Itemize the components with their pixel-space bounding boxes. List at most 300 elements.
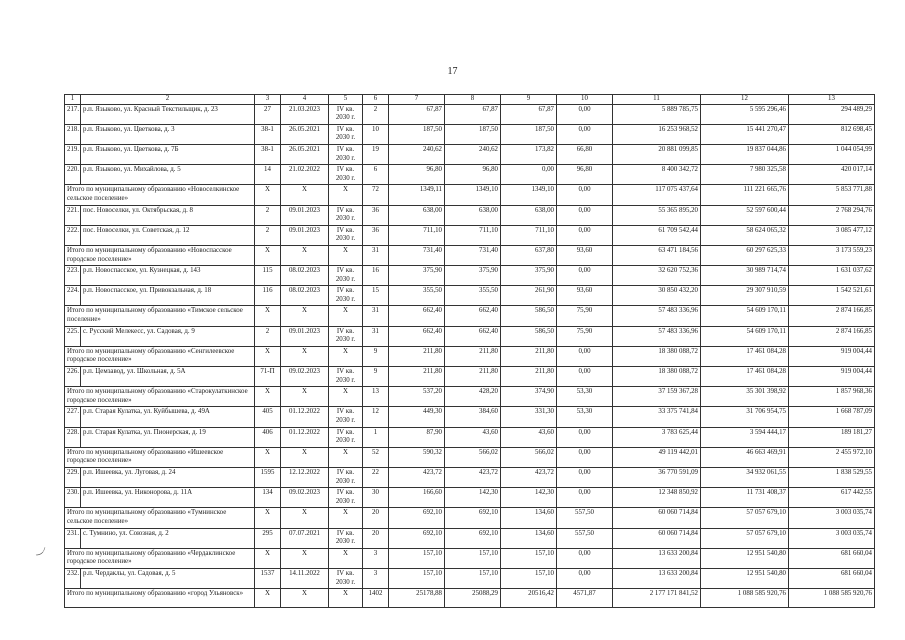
area-resettle-cell: 96,80 xyxy=(445,165,501,185)
cost-fund-cell: 57 057 679,10 xyxy=(701,508,789,528)
cost-total-cell: 18 380 088,72 xyxy=(613,346,701,366)
deadline-cell: IV кв. 2030 г. xyxy=(329,326,363,346)
cost-fund-cell: 12 951 540,80 xyxy=(701,568,789,588)
table-row xyxy=(65,104,875,124)
area-resettle-cell: 240,62 xyxy=(445,144,501,164)
residents-cell: 1 xyxy=(363,427,389,447)
area-private-cell: 157,10 xyxy=(501,548,557,568)
cost-total-cell: 117 075 437,64 xyxy=(613,185,701,205)
cost-budget-cell: 1 631 037,62 xyxy=(789,266,875,286)
address-cell: р.п. Языково, ул. Михайлова, д. 5 xyxy=(81,165,255,185)
cost-fund-cell: 57 057 679,10 xyxy=(701,528,789,548)
doc-number-cell: Х xyxy=(255,185,281,205)
row-number: 222. xyxy=(65,225,81,245)
doc-number-cell: 115 xyxy=(255,266,281,286)
deadline-cell: Х xyxy=(329,447,363,467)
area-municipal-cell: 557,50 xyxy=(557,508,613,528)
row-number: 228. xyxy=(65,427,81,447)
header-cell: 10 xyxy=(557,95,613,105)
address-cell: р.п. Цемзавод, ул. Школьная, д. 5А xyxy=(81,367,255,387)
area-municipal-cell: 0,00 xyxy=(557,548,613,568)
area-private-cell: 211,80 xyxy=(501,367,557,387)
address-cell: р.п. Ишеевка, ул. Луговая, д. 24 xyxy=(81,467,255,487)
total-label: Итого по муниципальному образованию «Чердаклинское городское поселение» xyxy=(65,548,255,568)
residents-cell: 1402 xyxy=(363,589,389,608)
address-cell: р.п. Чердаклы, ул. Садовая, д. 5 xyxy=(81,568,255,588)
deadline-cell: IV кв. 2030 г. xyxy=(329,467,363,487)
area-total-cell: 187,50 xyxy=(389,124,445,144)
area-resettle-cell: 662,40 xyxy=(445,306,501,326)
area-municipal-cell: 0,00 xyxy=(557,185,613,205)
total-row xyxy=(65,548,875,568)
header-cell: 2 xyxy=(81,95,255,105)
deadline-cell: IV кв. 2030 г. xyxy=(329,286,363,306)
cost-fund-cell: 1 088 585 920,76 xyxy=(701,589,789,608)
area-resettle-cell: 25088,29 xyxy=(445,589,501,608)
total-label: Итого по муниципальному образованию «Старокулаткинское городское поселение» xyxy=(65,387,255,407)
area-private-cell: 134,60 xyxy=(501,508,557,528)
doc-number-cell: 38-1 xyxy=(255,144,281,164)
area-resettle-cell: 1349,10 xyxy=(445,185,501,205)
doc-number-cell: Х xyxy=(255,548,281,568)
area-total-cell: 157,10 xyxy=(389,548,445,568)
header-cell: 8 xyxy=(445,95,501,105)
date-cell: 21.02.2022 xyxy=(281,165,329,185)
area-resettle-cell: 711,10 xyxy=(445,225,501,245)
row-number: 231. xyxy=(65,528,81,548)
cost-budget-cell: 2 768 294,76 xyxy=(789,205,875,225)
cost-total-cell: 8 400 342,72 xyxy=(613,165,701,185)
cost-total-cell: 33 375 741,84 xyxy=(613,407,701,427)
header-cell: 4 xyxy=(281,95,329,105)
cost-budget-cell: 189 181,27 xyxy=(789,427,875,447)
residents-cell: 20 xyxy=(363,508,389,528)
area-private-cell: 67,87 xyxy=(501,104,557,124)
cost-budget-cell: 1 857 968,36 xyxy=(789,387,875,407)
date-cell: Х xyxy=(281,346,329,366)
cost-fund-cell: 11 731 408,37 xyxy=(701,488,789,508)
date-cell: 12.12.2022 xyxy=(281,467,329,487)
header-cell: 11 xyxy=(613,95,701,105)
area-total-cell: 96,80 xyxy=(389,165,445,185)
area-resettle-cell: 211,80 xyxy=(445,367,501,387)
cost-fund-cell: 111 221 665,76 xyxy=(701,185,789,205)
area-municipal-cell: 75,90 xyxy=(557,326,613,346)
area-municipal-cell: 0,00 xyxy=(557,205,613,225)
date-cell: 26.05.2021 xyxy=(281,144,329,164)
date-cell: 21.03.2023 xyxy=(281,104,329,124)
row-number: 221. xyxy=(65,205,81,225)
residents-cell: 36 xyxy=(363,225,389,245)
doc-number-cell: 405 xyxy=(255,407,281,427)
area-resettle-cell: 67,87 xyxy=(445,104,501,124)
cost-fund-cell: 54 609 170,11 xyxy=(701,306,789,326)
cost-total-cell: 13 633 200,84 xyxy=(613,548,701,568)
address-cell: р.п. Новоспасское, ул. Кузнецкая, д. 143 xyxy=(81,266,255,286)
residents-cell: 22 xyxy=(363,467,389,487)
total-row xyxy=(65,185,875,205)
area-private-cell: 157,10 xyxy=(501,568,557,588)
header-cell: 7 xyxy=(389,95,445,105)
area-total-cell: 240,62 xyxy=(389,144,445,164)
doc-number-cell: Х xyxy=(255,589,281,608)
cost-total-cell: 57 483 336,96 xyxy=(613,306,701,326)
deadline-cell: Х xyxy=(329,346,363,366)
cost-budget-cell: 681 660,04 xyxy=(789,548,875,568)
cost-fund-cell: 29 307 910,59 xyxy=(701,286,789,306)
date-cell: 09.01.2023 xyxy=(281,225,329,245)
cost-budget-cell: 2 455 972,10 xyxy=(789,447,875,467)
cost-budget-cell: 2 874 166,85 xyxy=(789,326,875,346)
area-total-cell: 375,90 xyxy=(389,266,445,286)
doc-number-cell: Х xyxy=(255,346,281,366)
area-total-cell: 662,40 xyxy=(389,326,445,346)
area-total-cell: 662,40 xyxy=(389,306,445,326)
row-number: 232. xyxy=(65,568,81,588)
table-row xyxy=(65,488,875,508)
cost-fund-cell: 58 624 065,32 xyxy=(701,225,789,245)
row-number: 217. xyxy=(65,104,81,124)
row-number: 224. xyxy=(65,286,81,306)
doc-number-cell: 1595 xyxy=(255,467,281,487)
header-cell: 5 xyxy=(329,95,363,105)
area-municipal-cell: 4571,87 xyxy=(557,589,613,608)
area-total-cell: 638,00 xyxy=(389,205,445,225)
total-row xyxy=(65,245,875,265)
pen-mark: ‿⸝ xyxy=(32,541,48,556)
cost-total-cell: 20 881 099,85 xyxy=(613,144,701,164)
header-cell: 9 xyxy=(501,95,557,105)
cost-budget-cell: 919 004,44 xyxy=(789,346,875,366)
row-number: 226. xyxy=(65,367,81,387)
table-row xyxy=(65,427,875,447)
area-private-cell: 566,02 xyxy=(501,447,557,467)
area-private-cell: 638,00 xyxy=(501,205,557,225)
total-row xyxy=(65,589,875,608)
doc-number-cell: Х xyxy=(255,508,281,528)
cost-fund-cell: 35 301 398,92 xyxy=(701,387,789,407)
cost-fund-cell: 17 461 084,28 xyxy=(701,346,789,366)
area-resettle-cell: 731,40 xyxy=(445,245,501,265)
header-row xyxy=(65,95,875,105)
deadline-cell: IV кв. 2030 г. xyxy=(329,225,363,245)
cost-fund-cell: 15 441 270,47 xyxy=(701,124,789,144)
cost-fund-cell: 12 951 540,80 xyxy=(701,548,789,568)
area-private-cell: 142,30 xyxy=(501,488,557,508)
residents-cell: 2 xyxy=(363,104,389,124)
area-resettle-cell: 638,00 xyxy=(445,205,501,225)
area-total-cell: 537,20 xyxy=(389,387,445,407)
area-total-cell: 211,80 xyxy=(389,367,445,387)
area-private-cell: 374,90 xyxy=(501,387,557,407)
residents-cell: 13 xyxy=(363,387,389,407)
deadline-cell: Х xyxy=(329,508,363,528)
date-cell: 08.02.2023 xyxy=(281,286,329,306)
area-municipal-cell: 93,60 xyxy=(557,286,613,306)
deadline-cell: Х xyxy=(329,548,363,568)
cost-total-cell: 5 889 785,75 xyxy=(613,104,701,124)
residents-cell: 30 xyxy=(363,488,389,508)
header-cell: 3 xyxy=(255,95,281,105)
date-cell: 09.02.2023 xyxy=(281,488,329,508)
cost-total-cell: 3 783 625,44 xyxy=(613,427,701,447)
cost-budget-cell: 3 173 559,23 xyxy=(789,245,875,265)
residents-cell: 20 xyxy=(363,528,389,548)
cost-budget-cell: 294 489,29 xyxy=(789,104,875,124)
table-row xyxy=(65,124,875,144)
cost-budget-cell: 3 003 035,74 xyxy=(789,508,875,528)
deadline-cell: Х xyxy=(329,387,363,407)
address-cell: пос. Новоселки, ул. Октябрьская, д. 8 xyxy=(81,205,255,225)
cost-budget-cell: 919 004,44 xyxy=(789,367,875,387)
deadline-cell: IV кв. 2030 г. xyxy=(329,205,363,225)
cost-fund-cell: 19 837 044,86 xyxy=(701,144,789,164)
area-resettle-cell: 566,02 xyxy=(445,447,501,467)
residents-cell: 12 xyxy=(363,407,389,427)
cost-budget-cell: 3 003 035,74 xyxy=(789,528,875,548)
cost-total-cell: 32 620 752,36 xyxy=(613,266,701,286)
doc-number-cell: 27 xyxy=(255,104,281,124)
cost-total-cell: 30 850 432,20 xyxy=(613,286,701,306)
area-resettle-cell: 157,10 xyxy=(445,548,501,568)
deadline-cell: IV кв. 2030 г. xyxy=(329,407,363,427)
table-row xyxy=(65,266,875,286)
total-row xyxy=(65,306,875,326)
area-municipal-cell: 0,00 xyxy=(557,568,613,588)
cost-total-cell: 57 483 336,96 xyxy=(613,326,701,346)
table-row xyxy=(65,367,875,387)
doc-number-cell: 14 xyxy=(255,165,281,185)
area-municipal-cell: 53,30 xyxy=(557,407,613,427)
deadline-cell: IV кв. 2030 г. xyxy=(329,124,363,144)
deadline-cell: IV кв. 2030 г. xyxy=(329,266,363,286)
address-cell: пос. Новоселки, ул. Советская, д. 12 xyxy=(81,225,255,245)
doc-number-cell: 71-П xyxy=(255,367,281,387)
cost-total-cell: 2 177 171 841,52 xyxy=(613,589,701,608)
area-total-cell: 87,90 xyxy=(389,427,445,447)
cost-total-cell: 63 471 184,56 xyxy=(613,245,701,265)
area-municipal-cell: 557,50 xyxy=(557,528,613,548)
total-label: Итого по муниципальному образованию «город Ульяновск» xyxy=(65,589,255,608)
cost-budget-cell: 617 442,55 xyxy=(789,488,875,508)
cost-budget-cell: 1 668 787,09 xyxy=(789,407,875,427)
doc-number-cell: 134 xyxy=(255,488,281,508)
date-cell: 09.01.2023 xyxy=(281,205,329,225)
cost-budget-cell: 420 017,14 xyxy=(789,165,875,185)
doc-number-cell: Х xyxy=(255,387,281,407)
cost-total-cell: 12 348 850,92 xyxy=(613,488,701,508)
address-cell: р.п. Языково, ул. Цветкова, д. 3 xyxy=(81,124,255,144)
date-cell: 09.01.2023 xyxy=(281,326,329,346)
area-total-cell: 67,87 xyxy=(389,104,445,124)
doc-number-cell: 406 xyxy=(255,427,281,447)
header-cell: 13 xyxy=(789,95,875,105)
total-label: Итого по муниципальному образованию «Тимское сельское поселение» xyxy=(65,306,255,326)
area-private-cell: 187,50 xyxy=(501,124,557,144)
address-cell: р.п. Новоспасское, ул. Привокзальная, д. 18 xyxy=(81,286,255,306)
residents-cell: 16 xyxy=(363,266,389,286)
total-label: Итого по муниципальному образованию «Тумнинское сельское поселение» xyxy=(65,508,255,528)
area-resettle-cell: 662,40 xyxy=(445,326,501,346)
header-cell: 6 xyxy=(363,95,389,105)
area-resettle-cell: 187,50 xyxy=(445,124,501,144)
table-row xyxy=(65,225,875,245)
area-municipal-cell: 93,60 xyxy=(557,245,613,265)
area-private-cell: 586,50 xyxy=(501,306,557,326)
total-row xyxy=(65,508,875,528)
row-number: 229. xyxy=(65,467,81,487)
area-resettle-cell: 355,50 xyxy=(445,286,501,306)
doc-number-cell: 2 xyxy=(255,326,281,346)
table-row xyxy=(65,407,875,427)
doc-number-cell: Х xyxy=(255,306,281,326)
area-municipal-cell: 0,00 xyxy=(557,346,613,366)
date-cell: Х xyxy=(281,387,329,407)
area-private-cell: 637,80 xyxy=(501,245,557,265)
area-total-cell: 731,40 xyxy=(389,245,445,265)
date-cell: 08.02.2023 xyxy=(281,266,329,286)
area-private-cell: 586,50 xyxy=(501,326,557,346)
area-private-cell: 134,60 xyxy=(501,528,557,548)
cost-fund-cell: 60 297 625,33 xyxy=(701,245,789,265)
deadline-cell: Х xyxy=(329,185,363,205)
residents-cell: 36 xyxy=(363,205,389,225)
total-label: Итого по муниципальному образованию «Ишеевское городское поселение» xyxy=(65,447,255,467)
area-municipal-cell: 0,00 xyxy=(557,447,613,467)
address-cell: р.п. Старая Кулатка, ул. Пионерская, д. 19 xyxy=(81,427,255,447)
deadline-cell: IV кв. 2030 г. xyxy=(329,528,363,548)
area-total-cell: 449,30 xyxy=(389,407,445,427)
area-private-cell: 43,60 xyxy=(501,427,557,447)
cost-total-cell: 60 060 714,84 xyxy=(613,508,701,528)
residents-cell: 9 xyxy=(363,367,389,387)
address-cell: с. Тумнино, ул. Союзная, д. 2 xyxy=(81,528,255,548)
residents-cell: 3 xyxy=(363,568,389,588)
cost-fund-cell: 52 597 600,44 xyxy=(701,205,789,225)
cost-budget-cell: 1 838 529,55 xyxy=(789,467,875,487)
residents-cell: 31 xyxy=(363,306,389,326)
area-municipal-cell: 0,00 xyxy=(557,488,613,508)
doc-number-cell: 116 xyxy=(255,286,281,306)
doc-number-cell: 38-1 xyxy=(255,124,281,144)
date-cell: 09.02.2023 xyxy=(281,367,329,387)
area-municipal-cell: 0,00 xyxy=(557,225,613,245)
address-cell: с. Русский Мелекесс, ул. Садовая, д. 9 xyxy=(81,326,255,346)
area-resettle-cell: 142,30 xyxy=(445,488,501,508)
cost-total-cell: 16 253 968,52 xyxy=(613,124,701,144)
area-municipal-cell: 66,80 xyxy=(557,144,613,164)
table-row xyxy=(65,568,875,588)
area-resettle-cell: 375,90 xyxy=(445,266,501,286)
cost-budget-cell: 1 088 585 920,76 xyxy=(789,589,875,608)
area-private-cell: 173,82 xyxy=(501,144,557,164)
area-private-cell: 20516,42 xyxy=(501,589,557,608)
table-row xyxy=(65,326,875,346)
row-number: 230. xyxy=(65,488,81,508)
cost-budget-cell: 1 044 054,99 xyxy=(789,144,875,164)
cost-total-cell: 18 380 088,72 xyxy=(613,367,701,387)
total-label: Итого по муниципальному образованию «Сенгилеевское городское поселение» xyxy=(65,346,255,366)
area-total-cell: 157,10 xyxy=(389,568,445,588)
residents-cell: 6 xyxy=(363,165,389,185)
area-private-cell: 261,90 xyxy=(501,286,557,306)
area-total-cell: 590,32 xyxy=(389,447,445,467)
residents-cell: 31 xyxy=(363,326,389,346)
area-resettle-cell: 211,80 xyxy=(445,346,501,366)
doc-number-cell: 1537 xyxy=(255,568,281,588)
row-number: 223. xyxy=(65,266,81,286)
area-municipal-cell: 0,00 xyxy=(557,367,613,387)
area-resettle-cell: 692,10 xyxy=(445,508,501,528)
area-resettle-cell: 384,60 xyxy=(445,407,501,427)
total-label: Итого по муниципальному образованию «Новоспасское городское поселение» xyxy=(65,245,255,265)
row-number: 225. xyxy=(65,326,81,346)
doc-number-cell: Х xyxy=(255,447,281,467)
cost-budget-cell: 5 853 771,88 xyxy=(789,185,875,205)
area-resettle-cell: 157,10 xyxy=(445,568,501,588)
area-total-cell: 1349,11 xyxy=(389,185,445,205)
date-cell: Х xyxy=(281,589,329,608)
cost-fund-cell: 34 932 061,55 xyxy=(701,467,789,487)
cost-budget-cell: 3 085 477,12 xyxy=(789,225,875,245)
residents-cell: 9 xyxy=(363,346,389,366)
cost-total-cell: 61 709 542,44 xyxy=(613,225,701,245)
deadline-cell: Х xyxy=(329,306,363,326)
area-private-cell: 331,30 xyxy=(501,407,557,427)
area-total-cell: 711,10 xyxy=(389,225,445,245)
doc-number-cell: Х xyxy=(255,245,281,265)
area-private-cell: 423,72 xyxy=(501,467,557,487)
area-municipal-cell: 0,00 xyxy=(557,266,613,286)
deadline-cell: IV кв. 2030 г. xyxy=(329,367,363,387)
area-private-cell: 0,00 xyxy=(501,165,557,185)
area-municipal-cell: 0,00 xyxy=(557,104,613,124)
cost-budget-cell: 681 660,04 xyxy=(789,568,875,588)
cost-fund-cell: 30 989 714,74 xyxy=(701,266,789,286)
area-total-cell: 355,50 xyxy=(389,286,445,306)
cost-total-cell: 60 060 714,84 xyxy=(613,528,701,548)
cost-fund-cell: 31 706 954,75 xyxy=(701,407,789,427)
area-private-cell: 375,90 xyxy=(501,266,557,286)
residents-cell: 10 xyxy=(363,124,389,144)
area-total-cell: 692,10 xyxy=(389,528,445,548)
cost-total-cell: 13 633 200,84 xyxy=(613,568,701,588)
address-cell: р.п. Языково, ул. Цветкова, д. 7Б xyxy=(81,144,255,164)
date-cell: 14.11.2022 xyxy=(281,568,329,588)
row-number: 227. xyxy=(65,407,81,427)
area-private-cell: 1349,10 xyxy=(501,185,557,205)
page-number: 17 xyxy=(447,66,458,77)
total-row xyxy=(65,346,875,366)
total-row xyxy=(65,387,875,407)
area-total-cell: 166,60 xyxy=(389,488,445,508)
date-cell: Х xyxy=(281,185,329,205)
date-cell: Х xyxy=(281,548,329,568)
doc-number-cell: 2 xyxy=(255,225,281,245)
residents-cell: 3 xyxy=(363,548,389,568)
date-cell: Х xyxy=(281,447,329,467)
total-row xyxy=(65,447,875,467)
table-row xyxy=(65,528,875,548)
area-total-cell: 25178,88 xyxy=(389,589,445,608)
row-number: 218. xyxy=(65,124,81,144)
table-body xyxy=(65,95,875,608)
cost-budget-cell: 812 698,45 xyxy=(789,124,875,144)
cost-budget-cell: 1 542 521,61 xyxy=(789,286,875,306)
cost-total-cell: 36 770 591,09 xyxy=(613,467,701,487)
cost-total-cell: 55 365 895,20 xyxy=(613,205,701,225)
area-total-cell: 423,72 xyxy=(389,467,445,487)
